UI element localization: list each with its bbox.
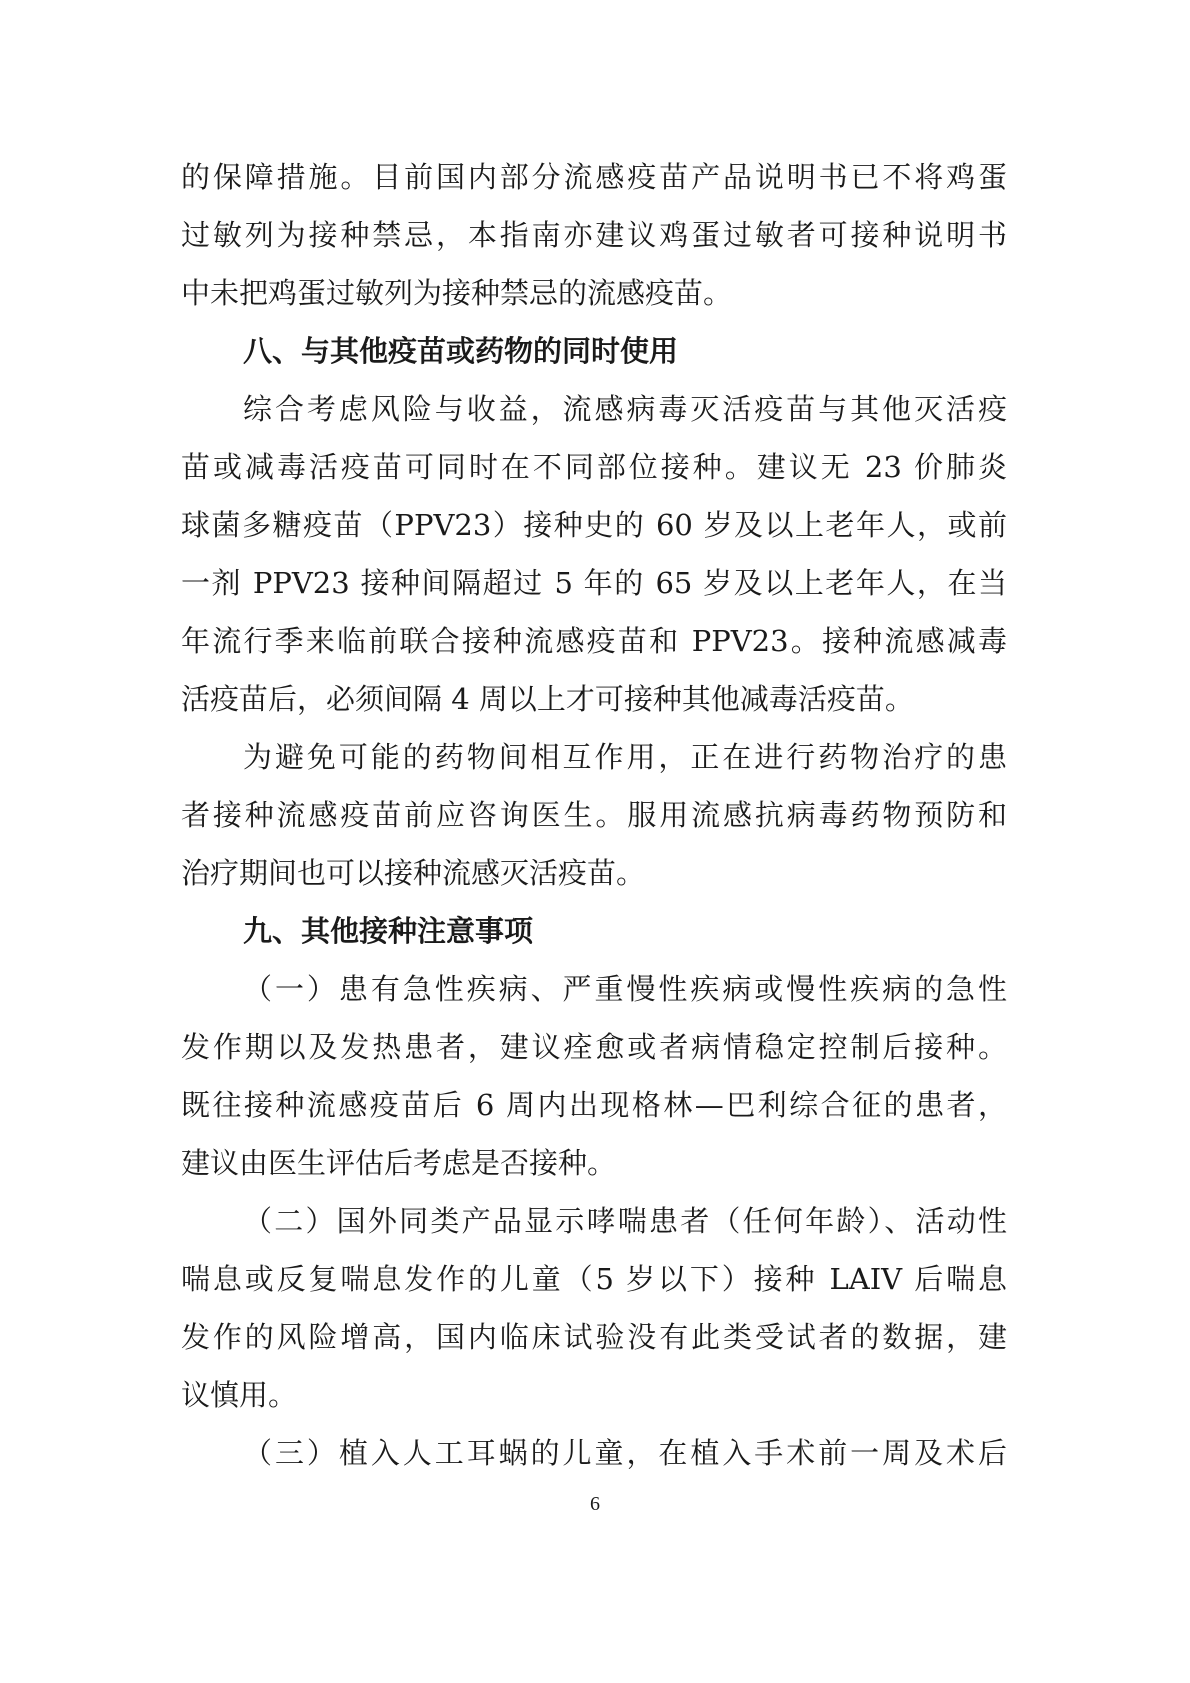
paragraph-line: 球菌多糖疫苗（PPV23）接种史的 60 岁及以上老年人，或前 <box>181 508 1007 542</box>
paragraph-line: 的保障措施。目前国内部分流感疫苗产品说明书已不将鸡蛋 <box>181 160 1007 194</box>
paragraph-line: 议慎用。 <box>181 1378 298 1412</box>
paragraph-line: （二）国外同类产品显示哮喘患者（任何年龄）、活动性 <box>243 1204 1007 1238</box>
paragraph-line: 过敏列为接种禁忌，本指南亦建议鸡蛋过敏者可接种说明书 <box>181 218 1007 252</box>
paragraph-line: 喘息或反复喘息发作的儿童（5 岁以下）接种 LAIV 后喘息 <box>181 1262 1007 1296</box>
paragraph-line: （三）植入人工耳蜗的儿童，在植入手术前一周及术后 <box>243 1436 1007 1470</box>
paragraph-line: 活疫苗后，必须间隔 4 周以上才可接种其他减毒活疫苗。 <box>181 682 914 716</box>
paragraph-line: 者接种流感疫苗前应咨询医生。服用流感抗病毒药物预防和 <box>181 798 1007 832</box>
paragraph-line: 治疗期间也可以接种流感灭活疫苗。 <box>181 856 646 890</box>
paragraph-line: （一）患有急性疾病、严重慢性疾病或慢性疾病的急性 <box>243 972 1007 1006</box>
paragraph-line: 综合考虑风险与收益，流感病毒灭活疫苗与其他灭活疫 <box>243 392 1007 426</box>
paragraph-line: 一剂 PPV23 接种间隔超过 5 年的 65 岁及以上老年人，在当 <box>181 566 1007 600</box>
paragraph-line: 建议由医生评估后考虑是否接种。 <box>181 1146 617 1180</box>
paragraph-line: 苗或减毒活疫苗可同时在不同部位接种。建议无 23 价肺炎 <box>181 450 1007 484</box>
paragraph-line: 年流行季来临前联合接种流感疫苗和 PPV23。接种流感减毒 <box>181 624 1007 658</box>
section-heading-9: 九、其他接种注意事项 <box>243 914 534 948</box>
document-body <box>181 148 1007 1482</box>
page-number: 6 <box>590 1493 600 1515</box>
paragraph-line: 中未把鸡蛋过敏列为接种禁忌的流感疫苗。 <box>181 276 733 310</box>
paragraph-line: 为避免可能的药物间相互作用，正在进行药物治疗的患 <box>243 740 1007 774</box>
paragraph-line: 发作期以及发热患者，建议痊愈或者病情稳定控制后接种。 <box>181 1030 1007 1064</box>
section-heading-8: 八、与其他疫苗或药物的同时使用 <box>243 334 679 368</box>
paragraph-line: 发作的风险增高，国内临床试验没有此类受试者的数据，建 <box>181 1320 1007 1354</box>
paragraph-line: 既往接种流感疫苗后 6 周内出现格林—巴利综合征的患者， <box>181 1088 1007 1122</box>
